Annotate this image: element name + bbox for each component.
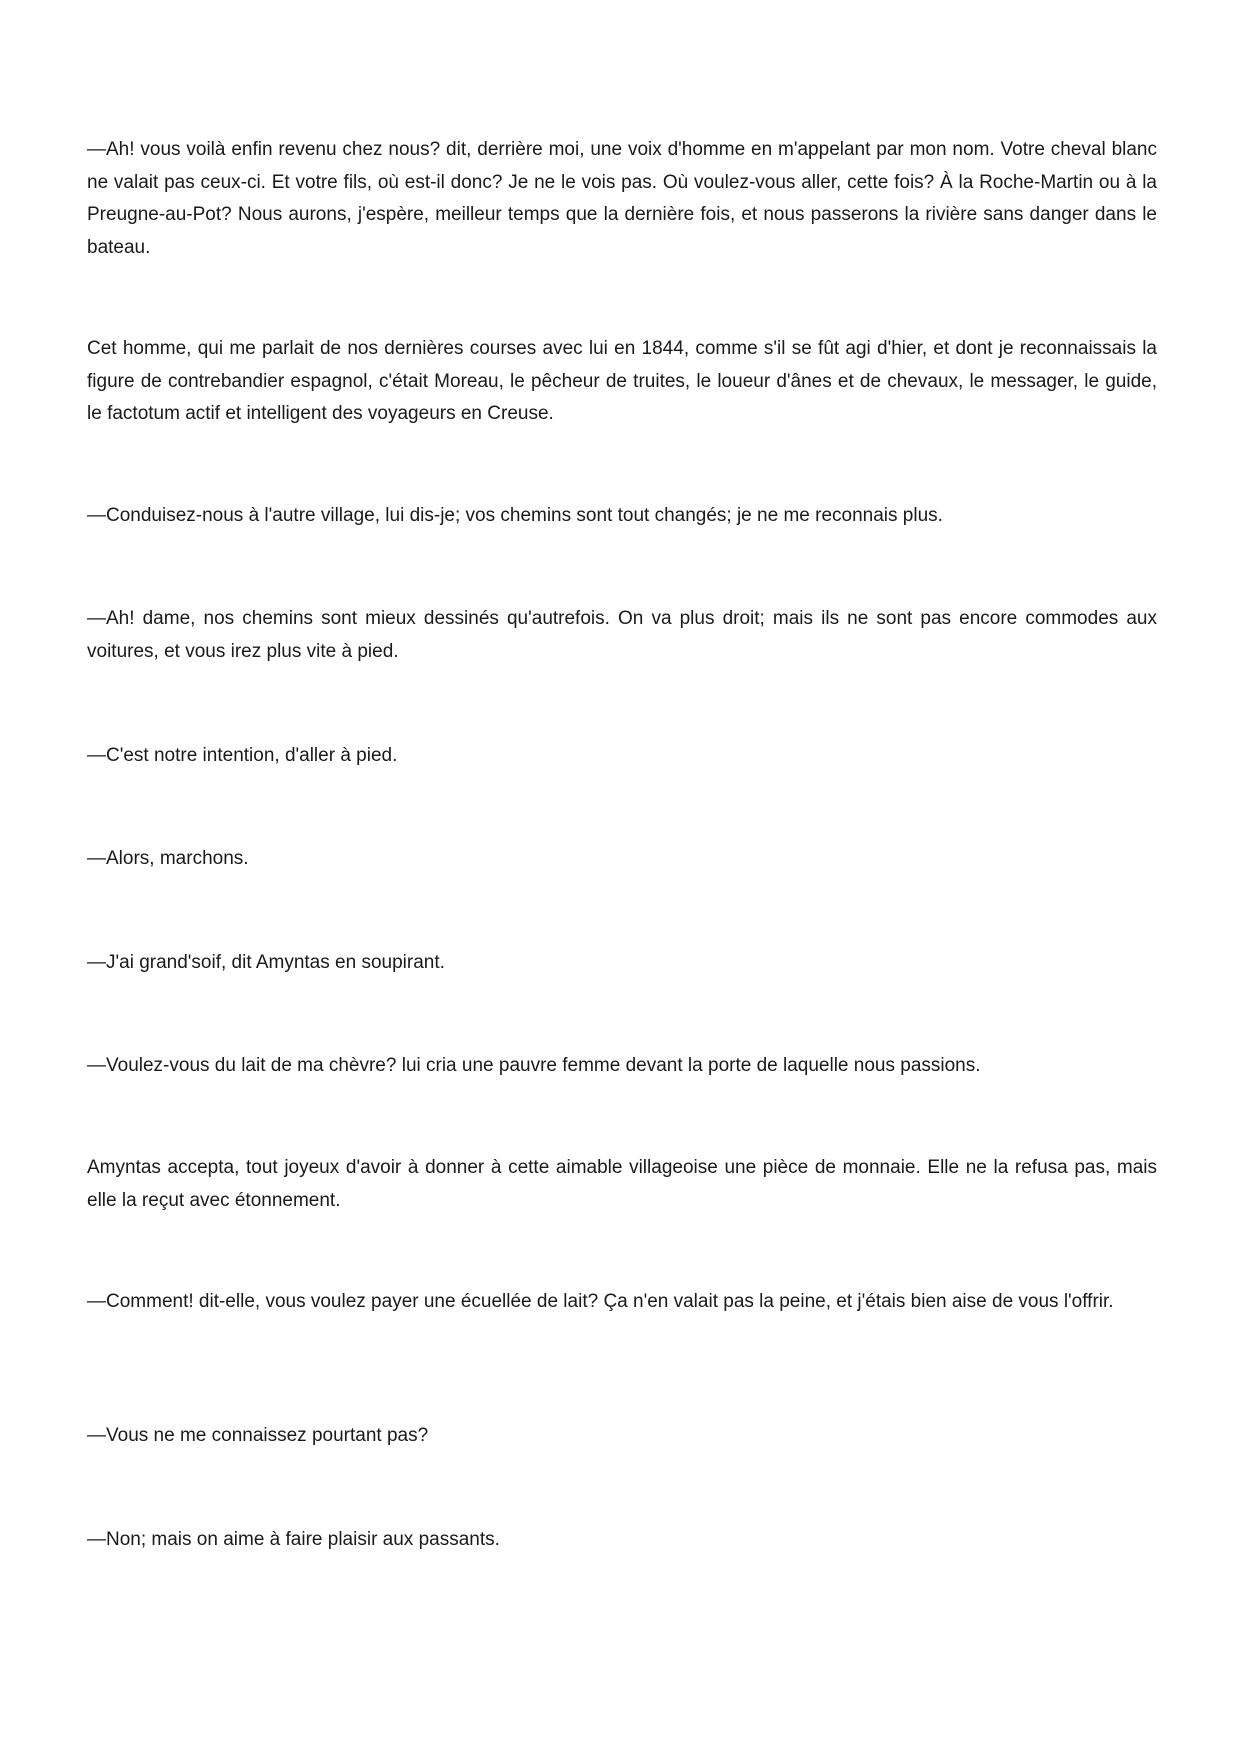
paragraph-paths-reply: —Ah! dame, nos chemins sont mieux dessinés qu'autrefois. On va plus droit; mais ils ne sont pas encore commodes aux voitures, et vous irez plus vite à pied. [87,608,1157,662]
paragraph-request-village: —Conduisez-nous à l'autre village, lui dis-je; vos chemins sont tout changés; je ne me reconnais plus. [87,505,943,526]
paragraph-pleasure-passersby: —Non; mais on aime à faire plaisir aux passants. [87,1529,500,1550]
paragraph-on-foot: —C'est notre intention, d'aller à pied. [87,745,398,766]
paragraph-payment-surprise: —Comment! dit-elle, vous voulez payer une écuellée de lait? Ça n'en valait pas la peine, et j'étais bien aise de vous l'offrir. [87,1291,1114,1312]
paragraph-goat-milk-offer: —Voulez-vous du lait de ma chèvre? lui cria une pauvre femme devant la porte de laquelle nous passions. [87,1055,981,1076]
paragraph-lets-walk: —Alors, marchons. [87,848,249,869]
paragraph-moreau-greeting: —Ah! vous voilà enfin revenu chez nous? dit, derrière moi, une voix d'homme en m'appelant par mon nom. Votre cheval blanc ne valait pas ceux-ci. Et votre fils, où est-il donc? Je ne le vois pas. Où voulez-vous aller, cette fois? À la Roche-Martin ou à la Preugne-au-Pot? Nous aurons, j'espère, meilleur temps que la dernière fois, et nous passerons la rivière sans danger dans le bateau. [87,139,1157,258]
paragraph-coin-accepted: Amyntas accepta, tout joyeux d'avoir à donner à cette aimable villageoise une pièce de monnaie. Elle ne la refusa pas, mais elle la reçut avec étonnement. [87,1157,1157,1211]
paragraph-thirst: —J'ai grand'soif, dit Amyntas en soupirant. [87,952,445,973]
paragraph-not-known: —Vous ne me connaissez pourtant pas? [87,1425,429,1446]
paragraph-moreau-description: Cet homme, qui me parlait de nos dernières courses avec lui en 1844, comme s'il se fût agi d'hier, et dont je reconnaissais la figure de contrebandier espagnol, c'était Moreau, le pêcheur de truites, le loueur d'ânes et de chevaux, le messager, le guide, le factotum actif et intelligent des voyageurs en Creuse. [87,338,1157,424]
